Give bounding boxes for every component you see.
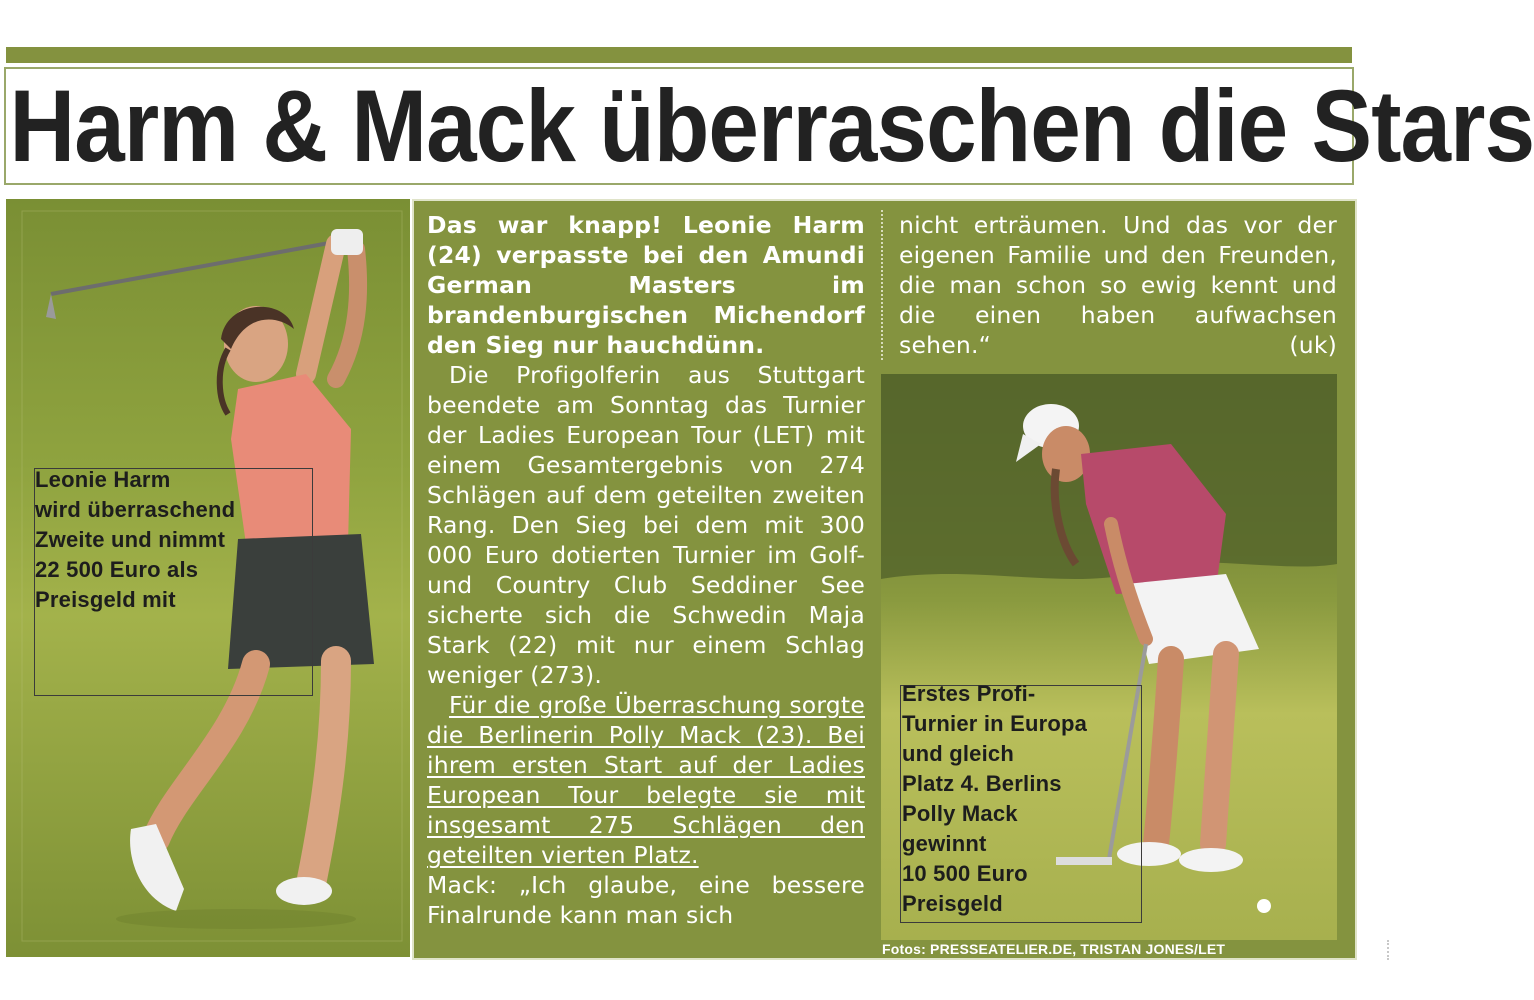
article-column-1 <box>427 210 865 930</box>
article-lead: Das war knapp! Leonie Harm (24) verpasste bei den Amundi German Masters im brandenburgischen Michendorf den Sieg nur hauchdünn. <box>427 211 865 359</box>
column-divider <box>881 210 883 360</box>
article-paragraph-1: Die Profigolferin aus Stuttgart beendete am Sonntag das Turnier der Ladies European Tour (LET) mit einem Gesamtergebnis von 274 Schlägen auf dem geteilten zweiten Rang. Den Sieg bei dem mit 300 000 Euro dotierten Turnier im Golf- und Country Club Seddiner See sicherte sich die Schwedin Maja Stark (22) mit nur einem Schlag weniger (273). <box>427 361 865 689</box>
photo-credit: Fotos: PRESSEATELIER.DE, TRISTAN JONES/LET <box>882 941 1226 957</box>
article-column-2-text: nicht erträumen. Und das vor der eigenen Familie und den Freunden, die man schon so ewig kennt und die einen haben aufwachsen sehen.“ <box>899 211 1337 359</box>
headline: Harm & Mack überraschen die Stars <box>9 69 1534 183</box>
caption-left: Leonie Harm wird überraschend Zweite und nimmt 22 500 Euro als Preisgeld mit <box>35 467 236 612</box>
caption-right: Erstes Profi- Turnier in Europa und gleich Platz 4. Berlins Polly Mack gewinnt 10 500 Euro Preisgeld <box>902 681 1088 916</box>
article-paragraph-2-rest: Mack: „Ich glaube, eine bessere Finalrunde kann man sich <box>427 871 865 929</box>
article-column-2 <box>899 210 1337 360</box>
top-color-bar <box>6 47 1352 63</box>
headline-box <box>4 67 1534 185</box>
article-author: (uk) <box>1289 331 1337 359</box>
article-paragraph-2-underlined: Für die große Überraschung sorgte die Berlinerin Polly Mack (23). Bei ihrem ersten Start auf der Ladies European Tour belegte sie mit insgesamt 275 Schlägen den geteilten vierten Platz. <box>427 691 865 869</box>
page-edge-mark <box>1387 940 1399 960</box>
